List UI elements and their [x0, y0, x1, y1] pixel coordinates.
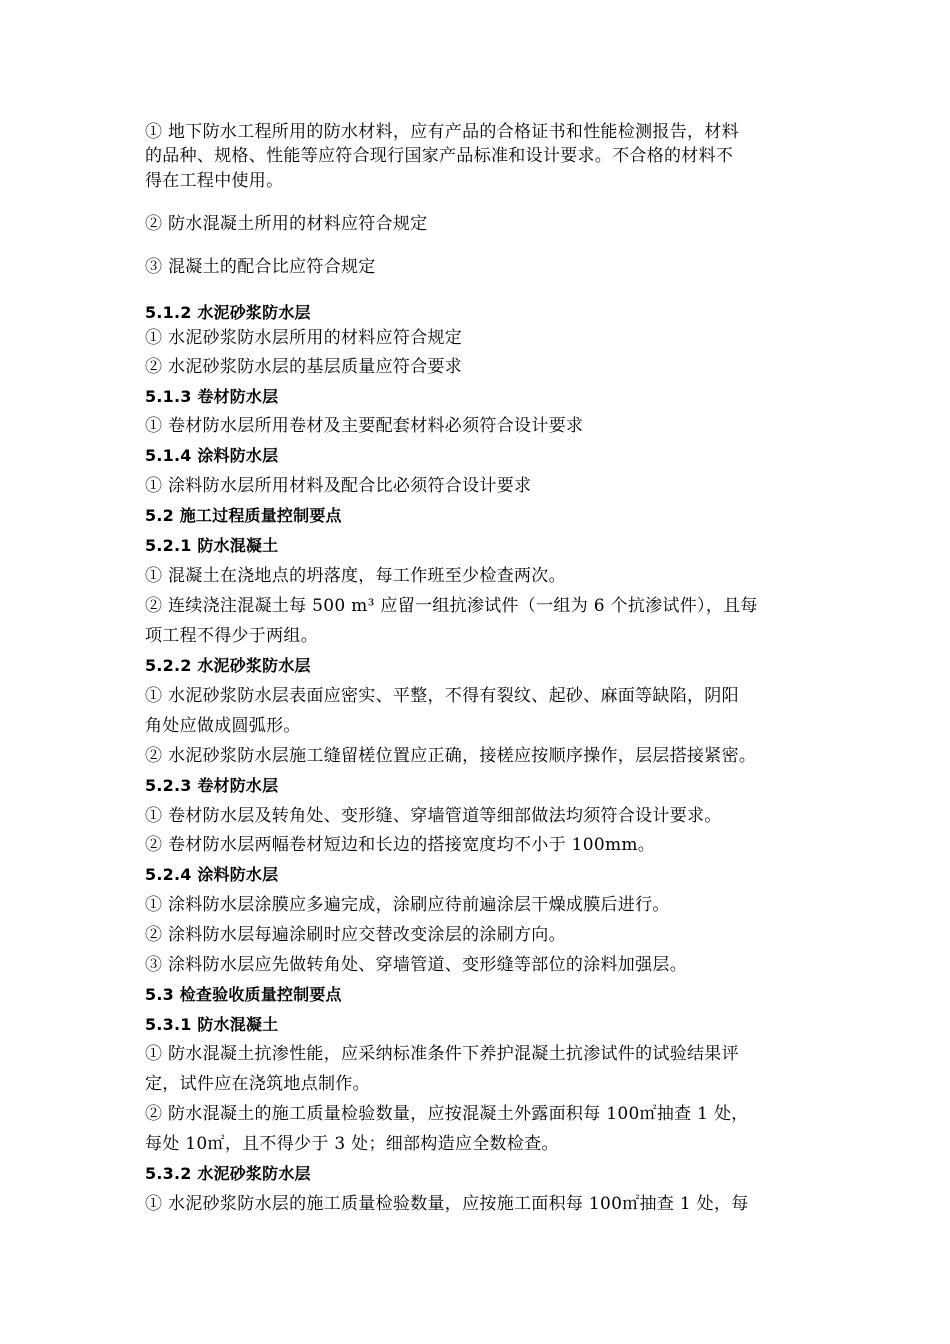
paragraph-line: 每处 10㎡，且不得少于 3 处；细部构造应全数检查。: [145, 1134, 559, 1154]
paragraph-line: ② 防水混凝土所用的材料应符合规定: [145, 214, 428, 234]
paragraph-line: ② 水泥砂浆防水层的基层质量应符合要求: [145, 357, 463, 377]
section-heading: 5.1.2 水泥砂浆防水层: [145, 303, 311, 322]
section-heading: 5.1.3 卷材防水层: [145, 387, 279, 406]
paragraph-line: ① 卷材防水层及转角处、变形缝、穿墙管道等细部做法均须符合设计要求。: [145, 806, 722, 826]
paragraph-line: ① 卷材防水层所用卷材及主要配套材料必须符合设计要求: [145, 416, 584, 436]
paragraph-line: ① 混凝土在浇地点的坍落度，每工作班至少检查两次。: [145, 566, 566, 586]
paragraph-line: ② 涂料防水层每遍涂刷时应交替改变涂层的涂刷方向。: [145, 925, 566, 945]
paragraph-line: ① 防水混凝土抗渗性能，应采纳标准条件下养护混凝土抗渗试件的试验结果评: [145, 1044, 739, 1064]
section-heading: 5.2.1 防水混凝土: [145, 536, 279, 555]
paragraph-line: 角处应做成圆弧形。: [145, 716, 301, 736]
paragraph-line: ① 地下防水工程所用的防水材料，应有产品的合格证书和性能检测报告，材料: [145, 122, 739, 142]
section-heading: 5.3.1 防水混凝土: [145, 1015, 279, 1034]
paragraph-line: ② 连续浇注混凝土每 500 m³ 应留一组抗渗试件（一组为 6 个抗渗试件），且每: [145, 596, 758, 616]
section-heading: 5.2 施工过程质量控制要点: [145, 506, 342, 525]
paragraph-line: ① 水泥砂浆防水层所用的材料应符合规定: [145, 328, 463, 348]
paragraph-line: 定，试件应在浇筑地点制作。: [145, 1074, 370, 1094]
paragraph-line: 得在工程中使用。: [145, 171, 284, 191]
section-heading: 5.3 检查验收质量控制要点: [145, 985, 342, 1004]
section-heading: 5.2.4 涂料防水层: [145, 865, 279, 884]
paragraph-line: ② 水泥砂浆防水层施工缝留槎位置应正确，接槎应按顺序操作，层层搭接紧密。: [145, 746, 757, 766]
paragraph-line: ② 卷材防水层两幅卷材短边和长边的搭接宽度均不小于 100mm。: [145, 835, 656, 855]
paragraph-line: ③ 混凝土的配合比应符合规定: [145, 257, 376, 277]
section-heading: 5.3.2 水泥砂浆防水层: [145, 1164, 311, 1183]
paragraph-line: ① 水泥砂浆防水层的施工质量检验数量，应按施工面积每 100㎡抽查 1 处，每: [145, 1194, 749, 1214]
section-heading: 5.1.4 涂料防水层: [145, 446, 279, 465]
paragraph-line: ① 涂料防水层所用材料及配合比必须符合设计要求: [145, 476, 532, 496]
section-heading: 5.2.2 水泥砂浆防水层: [145, 656, 311, 675]
paragraph-line: 项工程不得少于两组。: [145, 626, 318, 646]
section-heading: 5.2.3 卷材防水层: [145, 776, 279, 795]
paragraph-line: ① 水泥砂浆防水层表面应密实、平整，不得有裂纹、起砂、麻面等缺陷，阴阳: [145, 686, 739, 706]
paragraph-line: ③ 涂料防水层应先做转角处、穿墙管道、变形缝等部位的涂料加强层。: [145, 955, 688, 975]
paragraph-line: ① 涂料防水层涂膜应多遍完成，涂刷应待前遍涂层干燥成膜后进行。: [145, 895, 670, 915]
paragraph-line: 的品种、规格、性能等应符合现行国家产品标准和设计要求。不合格的材料不: [145, 146, 734, 166]
paragraph-line: ② 防水混凝土的施工质量检验数量，应按混凝土外露面积每 100㎡抽查 1 处，: [145, 1104, 749, 1124]
